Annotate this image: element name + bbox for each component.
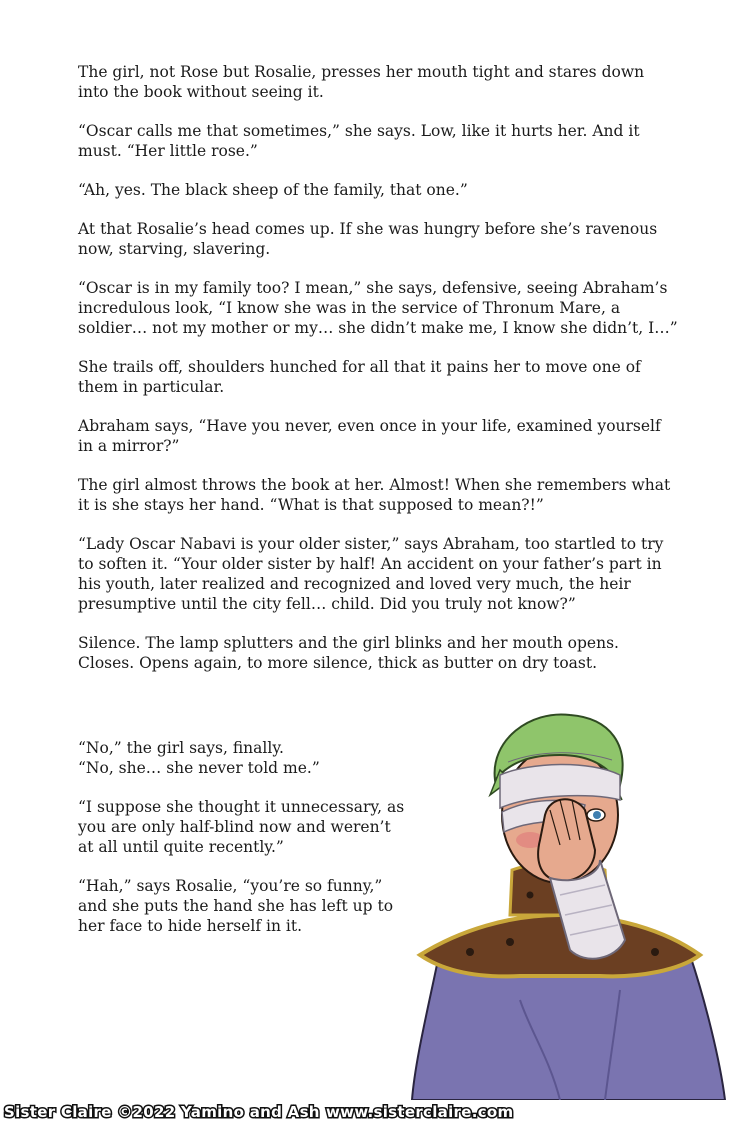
paragraph: The girl almost throws the book at her. Almost! When she remembers what it is she stays her hand. “What is that supposed to mean?!”: [78, 476, 671, 514]
paragraph: “Oscar calls me that sometimes,” she says. Low, like it hurts her. And it must. “Her little rose.”: [78, 122, 640, 160]
paragraph: “I suppose she thought it unnecessary, as you are only half-blind now and weren’t at all until quite recently.”: [78, 798, 405, 856]
rosalie-facepalm-illustration: [400, 700, 730, 1100]
paragraph: The girl, not Rose but Rosalie, presses her mouth tight and stares down into the book without seeing it.: [78, 63, 645, 101]
story-text: [78, 62, 678, 692]
story-text-narrow: [78, 738, 408, 955]
paragraph: Abraham says, “Have you never, even once in your life, examined yourself in a mirror?”: [78, 417, 661, 455]
paragraph: She trails off, shoulders hunched for all that it pains her to move one of them in particular.: [78, 358, 641, 396]
character-drawing: [400, 700, 730, 1100]
paragraph: At that Rosalie’s head comes up. If she was hungry before she’s ravenous now, starving, slavering.: [78, 220, 658, 258]
paragraph: [78, 738, 408, 778]
copyright-credit: Sister Claire ©2022 Yamino and Ash: [4, 1103, 320, 1121]
website-url[interactable]: www.sisterclaire.com: [326, 1103, 514, 1121]
paragraph: “Ah, yes. The black sheep of the family, that one.”: [78, 181, 468, 199]
paragraph: Silence. The lamp splutters and the girl blinks and her mouth opens. Closes. Opens again, to more silence, thick as butter on dry toast.: [78, 634, 619, 672]
dialogue-line: “No,” the girl says, finally.: [78, 739, 284, 757]
paragraph: “Hah,” says Rosalie, “you’re so funny,” and she puts the hand she has left up to her face to hide herself in it.: [78, 877, 394, 935]
dialogue-line: “No, she… she never told me.”: [78, 759, 320, 777]
paragraph: “Oscar is in my family too? I mean,” she says, defensive, seeing Abraham’s incredulous look, “I know she was in the service of Thronum Mare, a soldier… not my mother or my… she didn’t make me, I know she didn’t, I…”: [78, 279, 678, 337]
paragraph: “Lady Oscar Nabavi is your older sister,” says Abraham, too startled to try to soften it. “Your older sister by half! An accident on your father’s part in his youth, later realized and recognized and loved very much, the heir presumptive until the city fell… child. Did you truly not know?”: [78, 535, 664, 613]
credit-footer: [4, 1103, 746, 1123]
collar: [420, 915, 700, 976]
